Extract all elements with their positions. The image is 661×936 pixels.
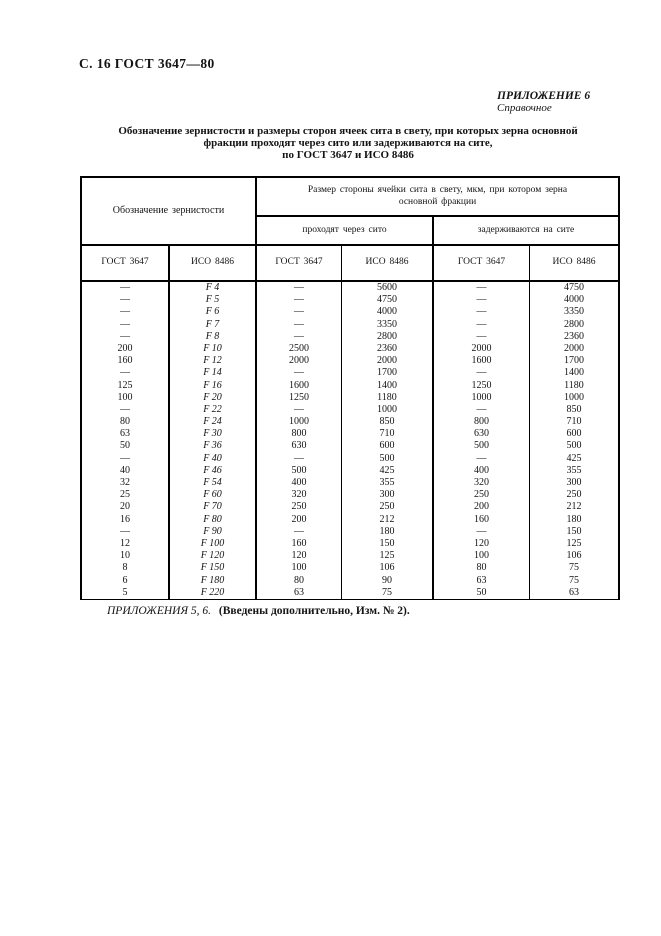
column-header-iso-2: ИСО 8486 [341,246,432,282]
cell-pass-iso: 1000 [341,404,432,416]
cell-retain-iso: 355 [529,465,618,477]
cell-retain-gost: 120 [432,538,529,550]
cell-retain-gost: — [432,319,529,331]
grain-size-table [80,176,620,600]
cell-retain-gost: 80 [432,562,529,574]
header-grit-designation: Обозначение зернистости [82,178,255,246]
cell-iso-grit: F 150 [168,562,255,574]
cell-pass-iso: 2800 [341,331,432,343]
appendix-block [497,90,590,114]
cell-retain-iso: 106 [529,550,618,562]
cell-retain-gost: 1250 [432,380,529,392]
cell-retain-gost: 1600 [432,355,529,367]
cell-gost-grit: — [120,318,130,330]
cell-gost-grit: 160 [117,355,133,367]
cell-pass-gost: 200 [255,514,341,526]
cell-pass-iso: 425 [341,465,432,477]
cell-pass-gost: — [255,367,341,379]
header-retained-on: задерживаются на сите [432,217,618,246]
cell-pass-gost: 2500 [255,343,341,355]
header-sieve-size: Размер стороны ячейки сита в свету, мкм, при котором зерна основной фракции [255,178,618,217]
cell-pass-iso: 5600 [341,282,432,294]
column-header-iso-1: ИСО 8486 [168,246,255,282]
cell-pass-iso: 355 [341,477,432,489]
cell-pass-iso: 850 [341,416,432,428]
cell-retain-iso: 2360 [529,331,618,343]
cell-retain-gost: 2000 [432,343,529,355]
cell-gost-grit: — [120,282,130,293]
cell-pass-iso: 2000 [341,355,432,367]
cell-pass-iso: 1180 [341,392,432,404]
cell-iso-grit: F 8 [168,331,255,343]
cell-gost-grit: 8 [122,562,128,574]
cell-pass-iso: 212 [341,514,432,526]
table-title-line-2: фракции проходят через сито или задерживаются на сите, [203,137,493,150]
cell-iso-grit: F 60 [168,489,255,501]
cell-iso-grit: F 46 [168,465,255,477]
cell-retain-iso: 1400 [529,367,618,379]
cell-gost-grit: — [120,306,130,318]
cell-retain-gost: 160 [432,514,529,526]
cell-pass-iso: 1700 [341,367,432,379]
cell-pass-iso: 4000 [341,306,432,318]
cell-retain-iso: 4750 [529,282,618,294]
cell-pass-iso: 3350 [341,319,432,331]
cell-gost-grit: 20 [120,501,130,513]
column-header-gost-2: ГОСТ 3647 [255,246,341,282]
cell-gost-grit: 12 [120,537,130,549]
cell-gost-grit: — [120,367,130,379]
cell-iso-grit: F 12 [168,355,255,367]
cell-pass-gost: — [255,453,341,465]
cell-gost-grit: 100 [117,391,133,403]
cell-iso-grit: F 24 [168,416,255,428]
cell-retain-iso: 1000 [529,392,618,404]
cell-pass-iso: 250 [341,501,432,513]
cell-retain-gost: 200 [432,501,529,513]
cell-iso-grit: F 7 [168,319,255,331]
cell-iso-grit: F 220 [168,587,255,599]
cell-pass-gost: 630 [255,440,341,452]
cell-retain-iso: 1180 [529,380,618,392]
cell-retain-iso: 4000 [529,294,618,306]
cell-retain-gost: 250 [432,489,529,501]
cell-gost-grit: 80 [120,416,130,428]
cell-retain-iso: 2000 [529,343,618,355]
cell-retain-iso: 180 [529,514,618,526]
cell-pass-gost: — [255,319,341,331]
cell-pass-iso: 1400 [341,380,432,392]
cell-iso-grit: F 54 [168,477,255,489]
cell-retain-gost: 50 [432,587,529,599]
cell-retain-iso: 3350 [529,306,618,318]
column-header-iso-3: ИСО 8486 [529,246,618,282]
cell-retain-iso: 75 [529,575,618,587]
cell-pass-iso: 150 [341,538,432,550]
cell-pass-gost: — [255,331,341,343]
cell-gost-grit: 10 [120,550,130,562]
cell-pass-gost: 63 [255,587,341,599]
cell-iso-grit: F 30 [168,428,255,440]
cell-iso-grit: F 22 [168,404,255,416]
cell-retain-gost: — [432,453,529,465]
cell-pass-gost: 100 [255,562,341,574]
cell-pass-iso: 710 [341,428,432,440]
cell-iso-grit: F 80 [168,514,255,526]
cell-iso-grit: F 4 [168,282,255,294]
cell-pass-gost: 80 [255,575,341,587]
cell-pass-gost: 400 [255,477,341,489]
cell-retain-gost: — [432,331,529,343]
cell-retain-gost: 63 [432,575,529,587]
footnote-appendices-label: ПРИЛОЖЕНИЯ 5, 6. [107,605,212,617]
cell-pass-iso: 600 [341,440,432,452]
cell-gost-grit: 63 [120,428,130,440]
cell-gost-grit: — [120,452,130,464]
appendix-label: ПРИЛОЖЕНИЕ 6 [497,90,591,102]
cell-gost-grit: 125 [117,379,133,391]
cell-iso-grit: F 20 [168,392,255,404]
cell-retain-gost: 400 [432,465,529,477]
cell-iso-grit: F 180 [168,575,255,587]
cell-iso-grit: F 6 [168,306,255,318]
cell-retain-iso: 710 [529,416,618,428]
cell-retain-gost: — [432,367,529,379]
cell-gost-grit: 16 [120,513,130,525]
cell-pass-gost: 160 [255,538,341,550]
cell-pass-gost: — [255,306,341,318]
cell-retain-iso: 212 [529,501,618,513]
page-header-text: С. 16 ГОСТ 3647—80 [79,56,215,71]
cell-iso-grit: F 90 [168,526,255,538]
cell-iso-grit: F 70 [168,501,255,513]
cell-gost-grit: 6 [122,574,128,586]
footnote [107,605,410,617]
cell-iso-grit: F 16 [168,380,255,392]
cell-retain-gost: 320 [432,477,529,489]
cell-gost-grit: — [120,330,130,342]
cell-iso-grit: F 120 [168,550,255,562]
cell-iso-grit: F 10 [168,343,255,355]
cell-iso-grit: F 36 [168,440,255,452]
cell-retain-gost: 1000 [432,392,529,404]
cell-pass-gost: 1600 [255,380,341,392]
cell-iso-grit: F 40 [168,453,255,465]
cell-iso-grit: F 14 [168,367,255,379]
cell-gost-grit: — [120,294,130,306]
cell-pass-gost: 800 [255,428,341,440]
cell-iso-grit: F 5 [168,294,255,306]
cell-pass-iso: 2360 [341,343,432,355]
cell-gost-grit: 32 [120,477,130,488]
cell-retain-iso: 1700 [529,355,618,367]
cell-pass-iso: 180 [341,526,432,538]
cell-pass-gost: — [255,282,341,294]
cell-gost-grit: — [120,525,130,537]
cell-retain-iso: 2800 [529,319,618,331]
cell-retain-iso: 75 [529,562,618,574]
cell-retain-iso: 63 [529,587,618,599]
table-title-line-3: по ГОСТ 3647 и ИСО 8486 [282,149,414,162]
cell-pass-gost: — [255,526,341,538]
column-header-gost-1: ГОСТ 3647 [82,246,168,282]
cell-retain-gost: — [432,526,529,538]
header-pass-through: проходят через сито [255,217,432,246]
cell-pass-iso: 106 [341,562,432,574]
cell-retain-iso: 425 [529,453,618,465]
cell-pass-iso: 300 [341,489,432,501]
cell-retain-iso: 125 [529,538,618,550]
cell-retain-gost: — [432,282,529,294]
cell-retain-iso: 250 [529,489,618,501]
cell-pass-gost: — [255,404,341,416]
cell-pass-gost: 250 [255,501,341,513]
cell-retain-gost: — [432,306,529,318]
cell-gost-grit: 40 [120,464,130,476]
cell-iso-grit: F 100 [168,538,255,550]
cell-gost-grit: 25 [120,489,130,501]
cell-retain-iso: 500 [529,440,618,452]
cell-pass-gost: — [255,294,341,306]
table-title [62,125,634,162]
cell-pass-iso: 4750 [341,294,432,306]
cell-pass-iso: 125 [341,550,432,562]
table-title-line-1: Обозначение зернистости и размеры сторон ячеек сита в свету, при которых зерна основной [118,125,578,137]
footnote-amendment-note: (Введены дополнительно, Изм. № 2). [218,605,410,617]
cell-pass-iso: 500 [341,453,432,465]
appendix-type: Справочное [497,102,552,114]
cell-retain-gost: 630 [432,428,529,440]
cell-gost-grit: — [120,403,130,415]
cell-pass-iso: 75 [341,587,432,599]
cell-retain-iso: 600 [529,428,618,440]
cell-retain-gost: 500 [432,440,529,452]
cell-retain-iso: 850 [529,404,618,416]
cell-retain-iso: 300 [529,477,618,489]
cell-retain-gost: 800 [432,416,529,428]
cell-pass-gost: 120 [255,550,341,562]
column-header-gost-3: ГОСТ 3647 [432,246,529,282]
cell-pass-gost: 500 [255,465,341,477]
cell-retain-gost: 100 [432,550,529,562]
cell-pass-gost: 2000 [255,355,341,367]
cell-gost-grit: 50 [120,440,130,452]
cell-gost-grit: 200 [117,342,133,354]
cell-retain-gost: — [432,294,529,306]
cell-pass-gost: 1250 [255,392,341,404]
cell-gost-grit: 5 [122,586,128,598]
cell-retain-gost: — [432,404,529,416]
cell-pass-gost: 320 [255,489,341,501]
cell-retain-iso: 150 [529,526,618,538]
cell-pass-gost: 1000 [255,416,341,428]
cell-pass-iso: 90 [341,575,432,587]
